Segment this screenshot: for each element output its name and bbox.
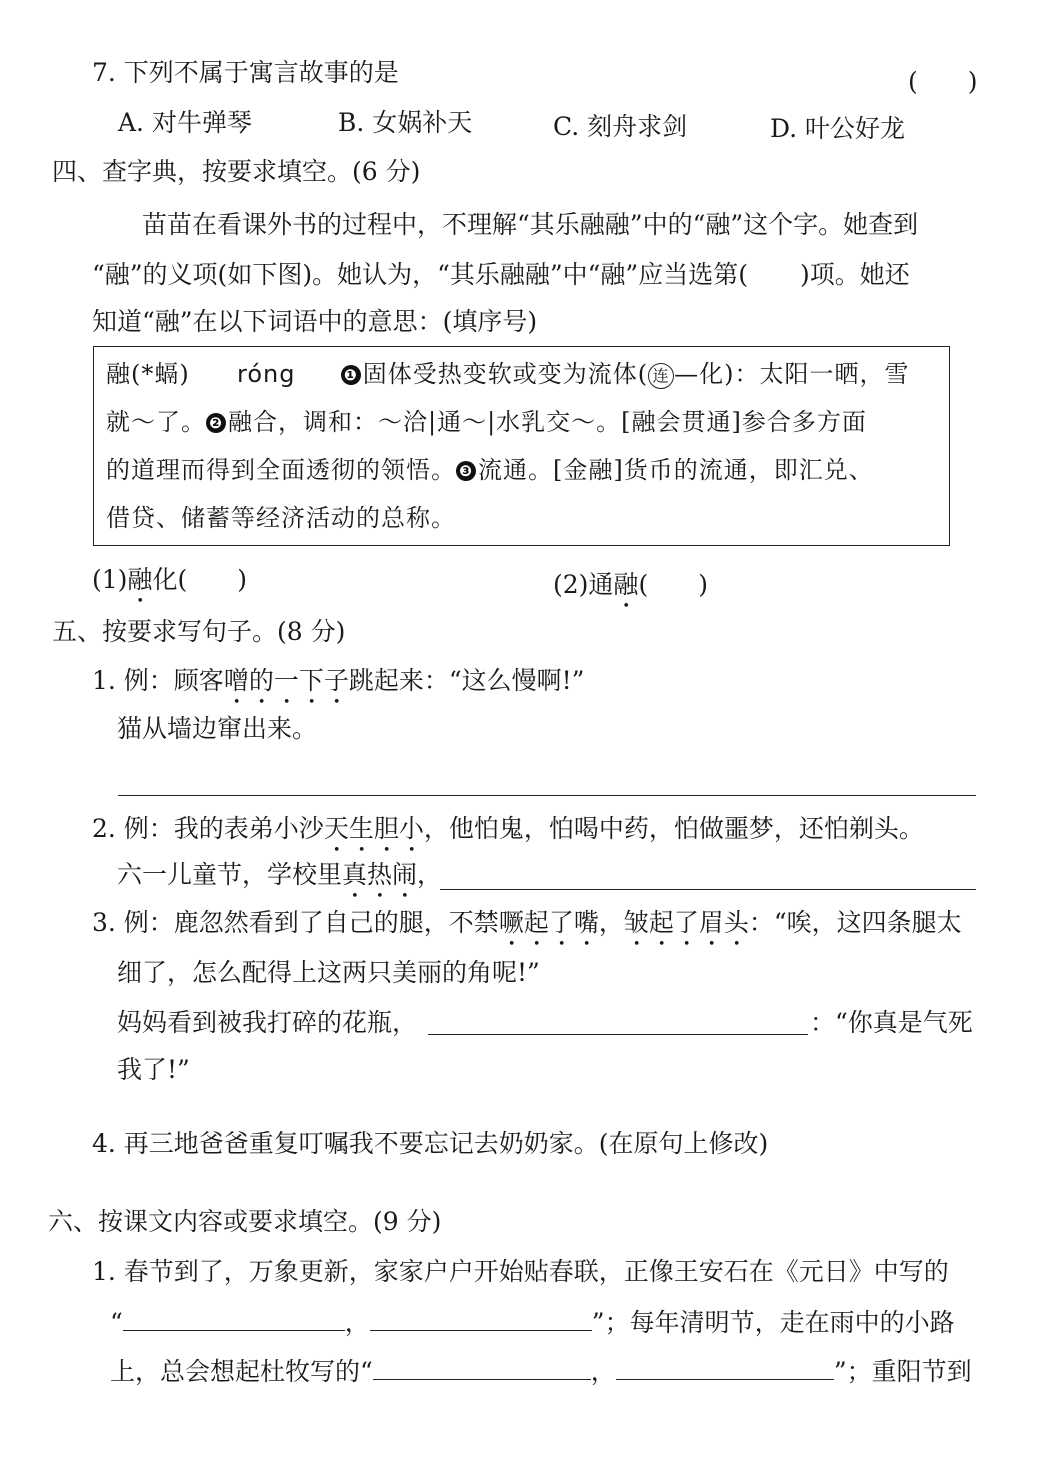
poem-blank-1[interactable]: [123, 1304, 345, 1331]
example3-line2: 细了，怎么配得上这两只美丽的角呢!”: [117, 958, 540, 987]
example2-emphasis: 天生胆小: [323, 814, 424, 843]
poem-blank-4[interactable]: [616, 1353, 834, 1380]
example3-task: 妈妈看到被我打碎的花瓶，: [117, 1008, 418, 1037]
poem-blank-2[interactable]: [370, 1304, 592, 1331]
example3-task-line2: 我了!”: [117, 1055, 190, 1084]
example1-emphasis: 噌的一下子: [223, 666, 349, 695]
item4-sentence: 4. 再三地爸爸重复叮嘱我不要忘记去奶奶家。(在原句上修改): [92, 1129, 769, 1158]
dict-row-2: 就～了。 ❷ 融合，调和：～洽|通～|水乳交～。[融会贯通]参合多方面: [106, 408, 867, 436]
q7-option-d: D. 叶公好龙: [770, 114, 906, 143]
section4-para-line2: “融”的义项(如下图)。她认为，“其乐融融”中“融”应当选第( )项。她还: [92, 260, 910, 289]
answer-line-3[interactable]: [428, 1034, 808, 1035]
word-item-1[interactable]: (1)融化( ): [92, 565, 247, 594]
lian-circle-icon: 连: [648, 363, 674, 389]
dict-pinyin: róng: [237, 360, 296, 388]
dict-row-3: 的道理而得到全面透彻的领悟。 ❸ 流通。[金融]货币的流通，即汇兑、: [106, 456, 874, 484]
section4-para-line3: 知道“融”在以下词语中的意思：(填序号): [92, 307, 538, 336]
dict-row-4: 借贷、储蓄等经济活动的总称。: [106, 504, 456, 532]
section6-line1: 1. 春节到了，万象更新，家家户户开始贴春联，正像王安石在《元日》中写的: [92, 1257, 949, 1286]
section5-heading: 五、按要求写句子。(8 分): [52, 617, 346, 646]
section6-line2: “ ， ”；每年清明节，走在雨中的小路: [110, 1304, 955, 1340]
section6-line3: 上，总会想起杜牧写的“ ， ”；重阳节到: [110, 1353, 972, 1389]
section4-heading: 四、查字典，按要求填空。(6 分): [52, 157, 421, 186]
word-item-2[interactable]: (2)通融( ): [553, 570, 708, 599]
dict-row-1: 融(*螎) róng ❶ 固体受热变软或变为流体( 连 —化)：太阳一晒，雪: [106, 360, 910, 388]
sense-1-number-icon: ❶: [341, 365, 361, 385]
example3-line1: 3. 例：鹿忽然看到了自己的腿，不禁噘起了嘴，皱起了眉头：“唉，这四条腿太: [92, 908, 962, 937]
example2: 2. 例：我的表弟小沙天生胆小，他怕鬼，怕喝中药，怕做噩梦，还怕剃头。: [92, 814, 924, 843]
sense-2-number-icon: ❷: [206, 413, 226, 433]
section6-heading: 六、按课文内容或要求填空。(9 分): [48, 1207, 442, 1236]
dict-headword: 融(*螎): [106, 360, 190, 388]
example3-task-end: ：“你真是气死: [810, 1008, 973, 1037]
q7-option-a: A. 对牛弹琴: [118, 108, 252, 137]
q7-answer-paren[interactable]: ( ): [908, 67, 978, 96]
q7-option-c: C. 刻舟求剑: [553, 112, 688, 141]
answer-line-1[interactable]: [118, 795, 976, 796]
example2-task-emphasis: 真热闹: [342, 860, 418, 889]
example1-task: 猫从墙边窜出来。: [117, 714, 318, 743]
sense-3-number-icon: ❸: [456, 461, 476, 481]
q7-stem: 7. 下列不属于寓言故事的是: [92, 58, 399, 87]
poem-blank-3[interactable]: [373, 1353, 591, 1380]
answer-line-2[interactable]: [440, 889, 976, 890]
dictionary-entry-box: [93, 346, 950, 546]
section4-para-line1: 苗苗在看课外书的过程中，不理解“其乐融融”中的“融”这个字。她查到: [142, 210, 919, 239]
q7-option-b: B. 女娲补天: [338, 108, 473, 137]
example1: 1. 例：顾客噌的一下子跳起来：“这么慢啊!”: [92, 666, 585, 695]
example2-task: 六一儿童节，学校里真热闹，: [117, 860, 443, 889]
